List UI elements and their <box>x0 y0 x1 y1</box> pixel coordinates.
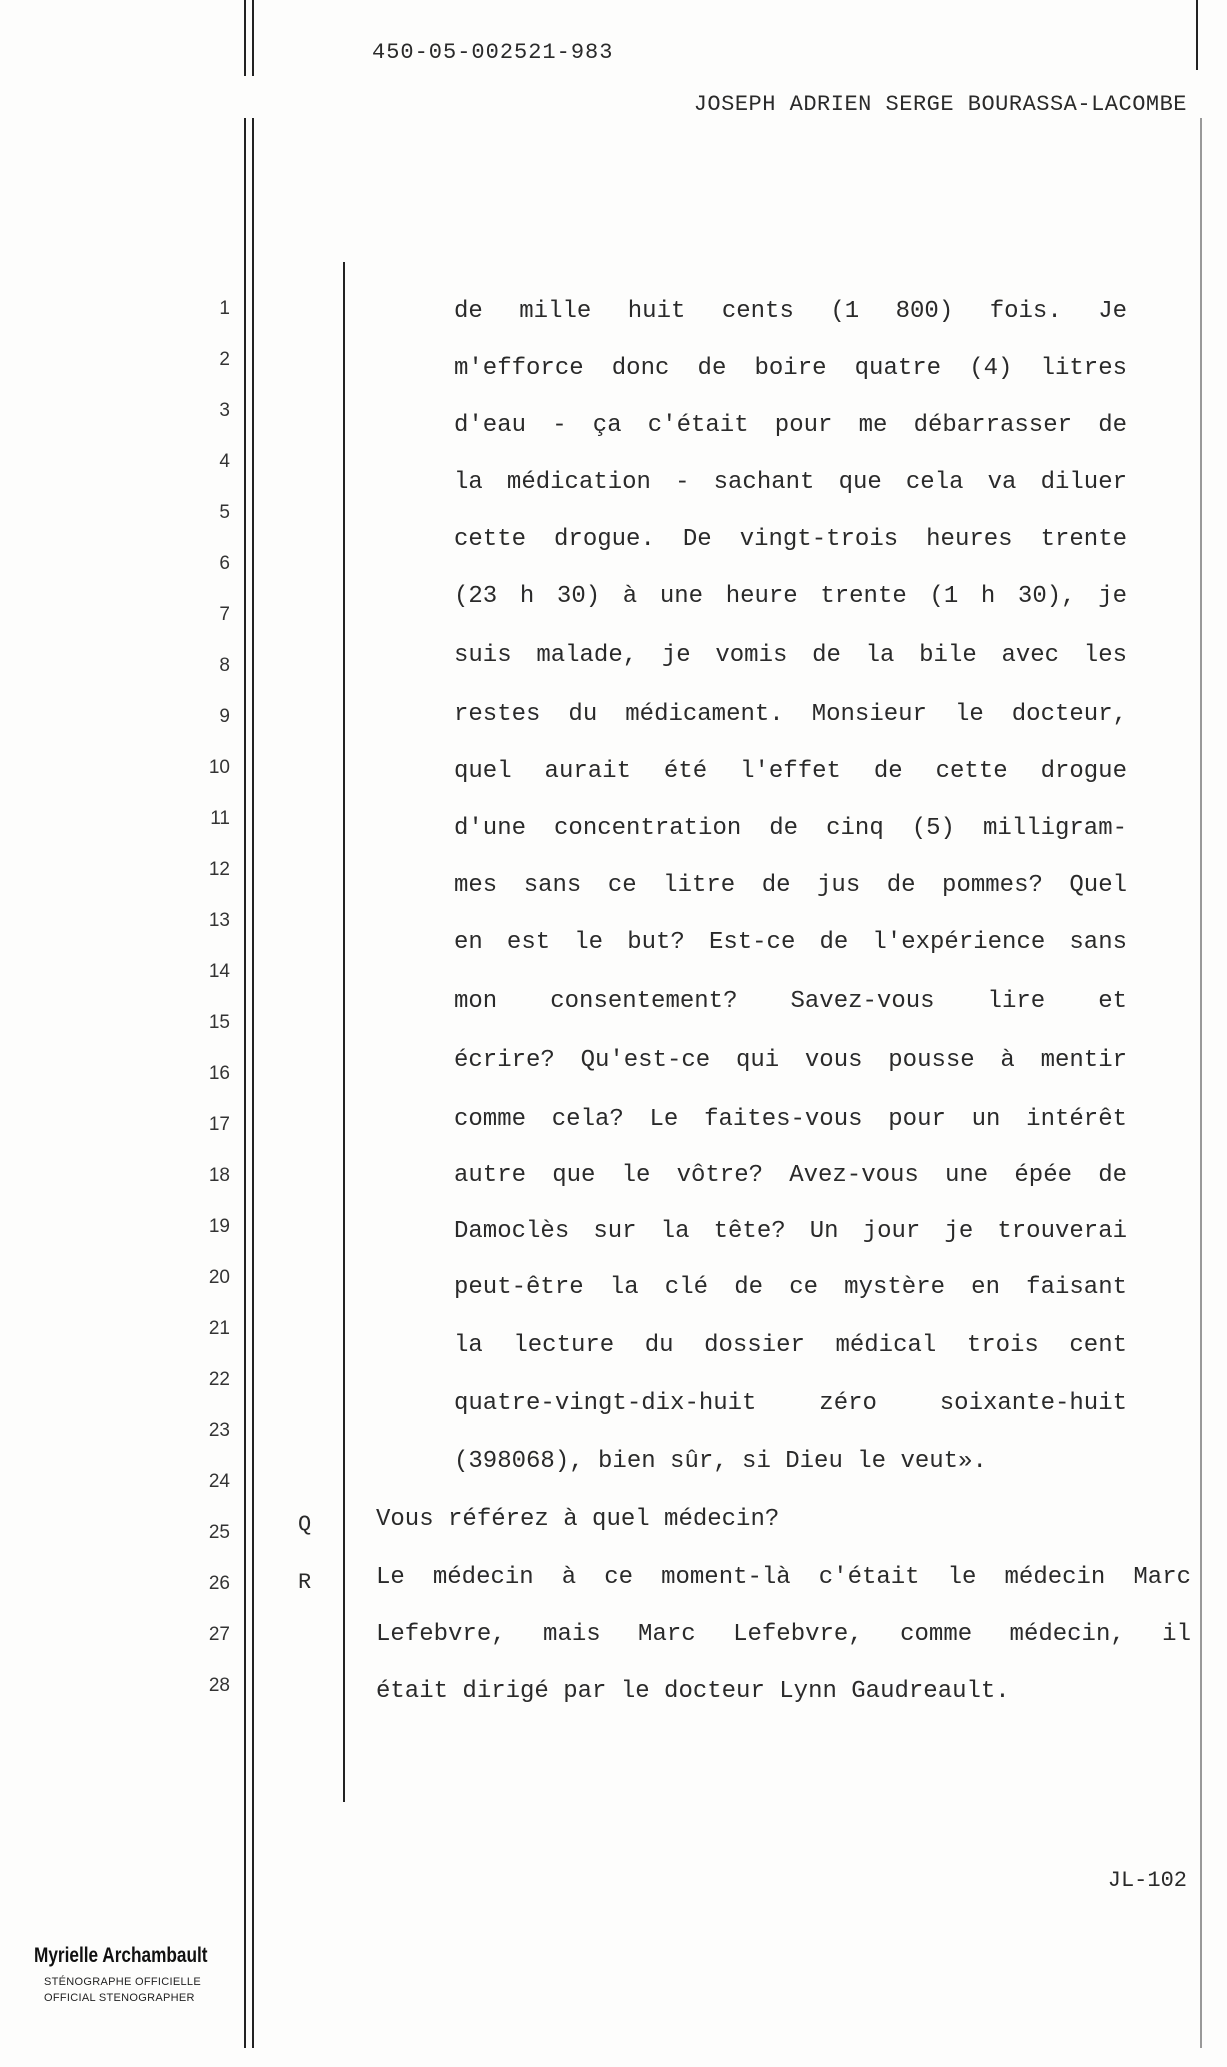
stenographer-title-fr: STÉNOGRAPHE OFFICIELLE <box>44 1976 201 1988</box>
quote-line: (398068), bien sûr, si Dieu le veut». <box>454 1448 987 1475</box>
quote-line: comme cela? Le faites-vous pour un intérêt <box>454 1106 1127 1133</box>
page-code: JL-102 <box>1107 1868 1187 1893</box>
line-number: 24 <box>208 1471 230 1492</box>
line-number: 25 <box>208 1522 230 1543</box>
line-number: 16 <box>208 1063 230 1084</box>
left-margin-rule-inner-lower <box>252 118 254 2048</box>
line-number: 27 <box>208 1624 230 1645</box>
question-text: Vous référez à quel médecin? <box>376 1506 780 1533</box>
quote-line: d'eau - ça c'était pour me débarrasser de <box>454 412 1127 439</box>
line-number: 1 <box>219 298 230 319</box>
quote-line: (23 h 30) à une heure trente (1 h 30), je <box>454 583 1127 610</box>
quote-line: suis malade, je vomis de la bile avec les <box>454 642 1127 669</box>
quote-line: quatre-vingt-dix-huit zéro soixante-huit <box>454 1390 1127 1417</box>
line-number: 4 <box>219 451 230 472</box>
quote-line: cette drogue. De vingt-trois heures trente <box>454 526 1127 553</box>
answer-line: était dirigé par le docteur Lynn Gaudreault. <box>376 1678 1010 1705</box>
quote-line: écrire? Qu'est-ce qui vous pousse à mentir <box>454 1047 1127 1074</box>
quote-line: la lecture du dossier médical trois cent <box>454 1332 1127 1359</box>
quote-line: la médication - sachant que cela va diluer <box>454 469 1127 496</box>
file-number: 450-05-002521-983 <box>372 40 614 65</box>
quote-line: mon consentement? Savez-vous lire et <box>454 988 1127 1015</box>
right-margin-rule-top <box>1196 0 1198 70</box>
line-number: 20 <box>208 1267 230 1288</box>
quote-line: d'une concentration de cinq (5) milligram- <box>454 815 1127 842</box>
left-margin-rule-outer-lower <box>244 118 246 2048</box>
quote-line: de mille huit cents (1 800) fois. Je <box>454 298 1127 325</box>
answer-line: Le médecin à ce moment-là c'était le médecin Marc <box>376 1564 1191 1591</box>
line-number: 15 <box>208 1012 230 1033</box>
line-number: 14 <box>208 961 230 982</box>
stenographer-title-en: OFFICIAL STENOGRAPHER <box>44 1992 195 2004</box>
line-number: 19 <box>208 1216 230 1237</box>
line-number: 18 <box>208 1165 230 1186</box>
quote-line: Damoclès sur la tête? Un jour je trouverai <box>454 1218 1127 1245</box>
line-number: 3 <box>219 400 230 421</box>
quote-line: restes du médicament. Monsieur le docteur, <box>454 701 1127 728</box>
line-number: 5 <box>219 502 230 523</box>
question-marker: Q <box>298 1512 312 1537</box>
answer-line: Lefebvre, mais Marc Lefebvre, comme médecin, il <box>376 1621 1191 1648</box>
quote-line: en est le but? Est-ce de l'expérience sans <box>454 929 1127 956</box>
line-number: 6 <box>219 553 230 574</box>
qr-column-rule <box>343 262 345 1802</box>
line-number: 13 <box>208 910 230 931</box>
line-number: 23 <box>208 1420 230 1441</box>
line-number: 22 <box>208 1369 230 1390</box>
line-number: 8 <box>219 655 230 676</box>
quote-line: m'efforce donc de boire quatre (4) litres <box>454 355 1127 382</box>
line-number: 21 <box>208 1318 230 1339</box>
line-number: 28 <box>208 1675 230 1696</box>
line-number: 26 <box>208 1573 230 1594</box>
quote-line: peut-être la clé de ce mystère en faisant <box>454 1274 1127 1301</box>
line-number: 10 <box>208 757 230 778</box>
left-margin-rule-inner <box>252 0 254 76</box>
line-number: 7 <box>219 604 230 625</box>
line-number: 12 <box>208 859 230 880</box>
left-margin-rule-outer <box>244 0 246 76</box>
witness-name: JOSEPH ADRIEN SERGE BOURASSA-LACOMBE <box>693 92 1187 117</box>
line-number: 2 <box>219 349 230 370</box>
stenographer-name: Myrielle Archambault <box>34 1944 208 1967</box>
right-margin-rule <box>1200 118 1202 2048</box>
line-number: 11 <box>210 808 230 829</box>
answer-marker: R <box>298 1570 312 1595</box>
line-number: 9 <box>219 706 230 727</box>
line-number: 17 <box>208 1114 230 1135</box>
quote-line: mes sans ce litre de jus de pommes? Quel <box>454 872 1127 899</box>
quote-line: quel aurait été l'effet de cette drogue <box>454 758 1127 785</box>
quote-line: autre que le vôtre? Avez-vous une épée de <box>454 1162 1127 1189</box>
